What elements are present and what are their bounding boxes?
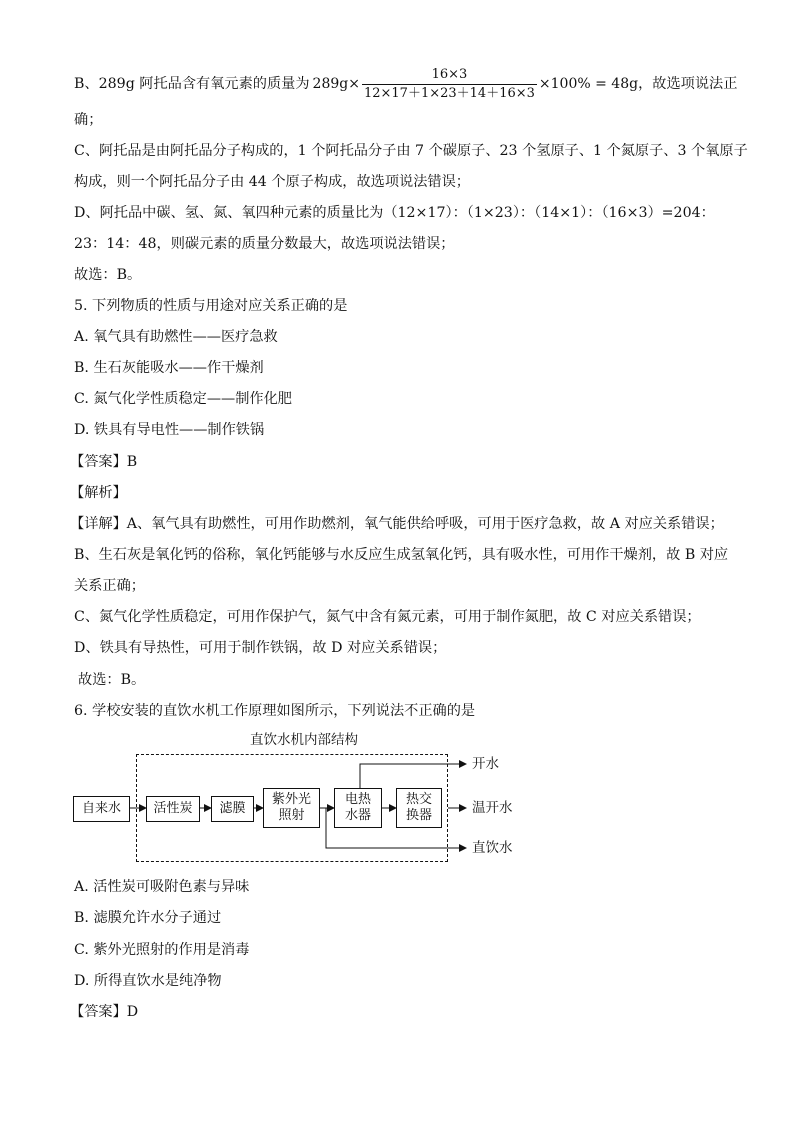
diagram-activated-carbon-label: 活性炭 xyxy=(153,801,193,816)
diagram-output-direct-water: 直饮水 xyxy=(472,840,513,856)
q4-fraction-numerator: 16×3 xyxy=(362,67,537,85)
q4-d-line1: D、阿托品中碳、氢、氮、氧四种元素的质量比为（12×17）：（1×23）：（14×1）：（16×3）=204： xyxy=(74,205,715,221)
q4-option-b-line xyxy=(74,64,738,104)
diagram-box-heat-exchanger xyxy=(396,788,442,828)
q6-option-a: A. 活性炭可吸附色素与异味 xyxy=(74,879,250,895)
q5-option-d: D. 铁具有导电性——制作铁锅 xyxy=(74,422,265,438)
diagram-box-activated-carbon xyxy=(146,796,200,822)
q5-detail-a xyxy=(70,514,724,534)
q4-b-line2: 确； xyxy=(74,112,103,128)
q5-detail-d: D、铁具有导热性，可用于制作铁锅，故 D 对应关系错误； xyxy=(74,640,447,656)
q5-detail-c: C、氮气化学性质稳定，可用作保护气，氮气中含有氮元素，可用于制作氮肥，故 C 对应关系错误； xyxy=(74,609,701,625)
diagram-exchanger-label-line2: 换器 xyxy=(405,808,432,823)
diagram-exchanger-label-line1: 热交 xyxy=(405,792,432,807)
q6-option-b: B. 滤膜允许水分子通过 xyxy=(74,910,222,926)
diagram-output-boiling-water: 开水 xyxy=(472,756,499,772)
q4-conclusion: 故选：B。 xyxy=(74,267,142,283)
diagram-uv-label-line1: 紫外光 xyxy=(271,792,311,807)
q4-c-line2: 构成，则一个阿托品分子由 44 个原子构成，故选项说法错误； xyxy=(74,174,470,190)
q5-stem: 5. 下列物质的性质与用途对应关系正确的是 xyxy=(74,298,348,314)
diagram-output-warm-water: 温开水 xyxy=(472,800,513,816)
q5-analysis-tag: 【解析】 xyxy=(70,485,127,501)
q6-answer-tag: 【答案】 xyxy=(70,1004,127,1020)
diagram-tap-water-label: 自来水 xyxy=(81,801,121,816)
diagram-uv-label-line2: 照射 xyxy=(278,808,305,823)
q5-detail-b2: 关系正确； xyxy=(74,578,145,594)
q5-answer-tag: 【答案】 xyxy=(70,454,127,470)
diagram-heater-label-line1: 电热 xyxy=(344,792,371,807)
q6-answer xyxy=(70,1002,724,1022)
q5-detail-a-text: A、氧气具有助燃性，可用作助燃剂，氧气能供给呼吸，可用于医疗急救，故 A 对应关系错误； xyxy=(126,516,724,532)
q5-detail-b1: B、生石灰是氧化钙的俗称，氧化钙能够与水反应生成氢氧化钙，具有吸水性，可用作干燥剂，故 B 对应 xyxy=(74,547,729,563)
diagram-filter-membrane-label: 滤膜 xyxy=(219,801,246,816)
diagram-box-heater xyxy=(334,788,382,828)
q6-option-c: C. 紫外光照射的作用是消毒 xyxy=(74,942,250,958)
q4-d-line2: 23：14：48，则碳元素的质量分数最大，故选项说法错误； xyxy=(74,236,455,252)
diagram-heater-label-line2: 水器 xyxy=(344,808,371,823)
q5-answer-value: B xyxy=(126,454,138,470)
q5-detail-tag: 【详解】 xyxy=(70,516,127,532)
q5-conclusion: 故选：B。 xyxy=(78,672,146,688)
water-dispenser-diagram xyxy=(70,732,530,872)
q4-b-mass: 289g xyxy=(312,76,349,92)
q5-answer xyxy=(70,452,724,472)
diagram-box-uv xyxy=(263,788,320,828)
q5-option-b: B. 生石灰能吸水——作干燥剂 xyxy=(74,360,264,376)
q5-option-a: A. 氧气具有助燃性——医疗急救 xyxy=(74,329,278,345)
diagram-box-tap-water xyxy=(73,796,130,822)
q6-answer-value: D xyxy=(126,1004,139,1020)
q4-b-suffix: ，故选项说法正 xyxy=(638,76,738,92)
q4-b-result: ×100% = 48g xyxy=(538,76,639,92)
q4-b-prefix: B、289g 阿托品含有氧元素的质量为 xyxy=(74,76,310,92)
q6-option-d: D. 所得直饮水是纯净物 xyxy=(74,973,222,989)
q4-oxygen-fraction xyxy=(362,67,537,102)
q4-c-line1: C、阿托品是由阿托品分子构成的，1 个阿托品分子由 7 个碳原子、23 个氢原子、1 个氮原子、3 个氧原子 xyxy=(74,143,748,159)
q6-stem: 6. 学校安装的直饮水机工作原理如图所示，下列说法不正确的是 xyxy=(74,703,476,719)
arrow-heater-to-boiling xyxy=(360,764,466,790)
q4-times-sign: × xyxy=(348,76,360,92)
diagram-title: 直饮水机内部结构 xyxy=(250,732,358,748)
q4-fraction-denominator: 12×17＋1×23＋14＋16×3 xyxy=(363,85,535,101)
q5-option-c: C. 氮气化学性质稳定——制作化肥 xyxy=(74,391,292,407)
diagram-box-filter-membrane xyxy=(211,796,254,822)
